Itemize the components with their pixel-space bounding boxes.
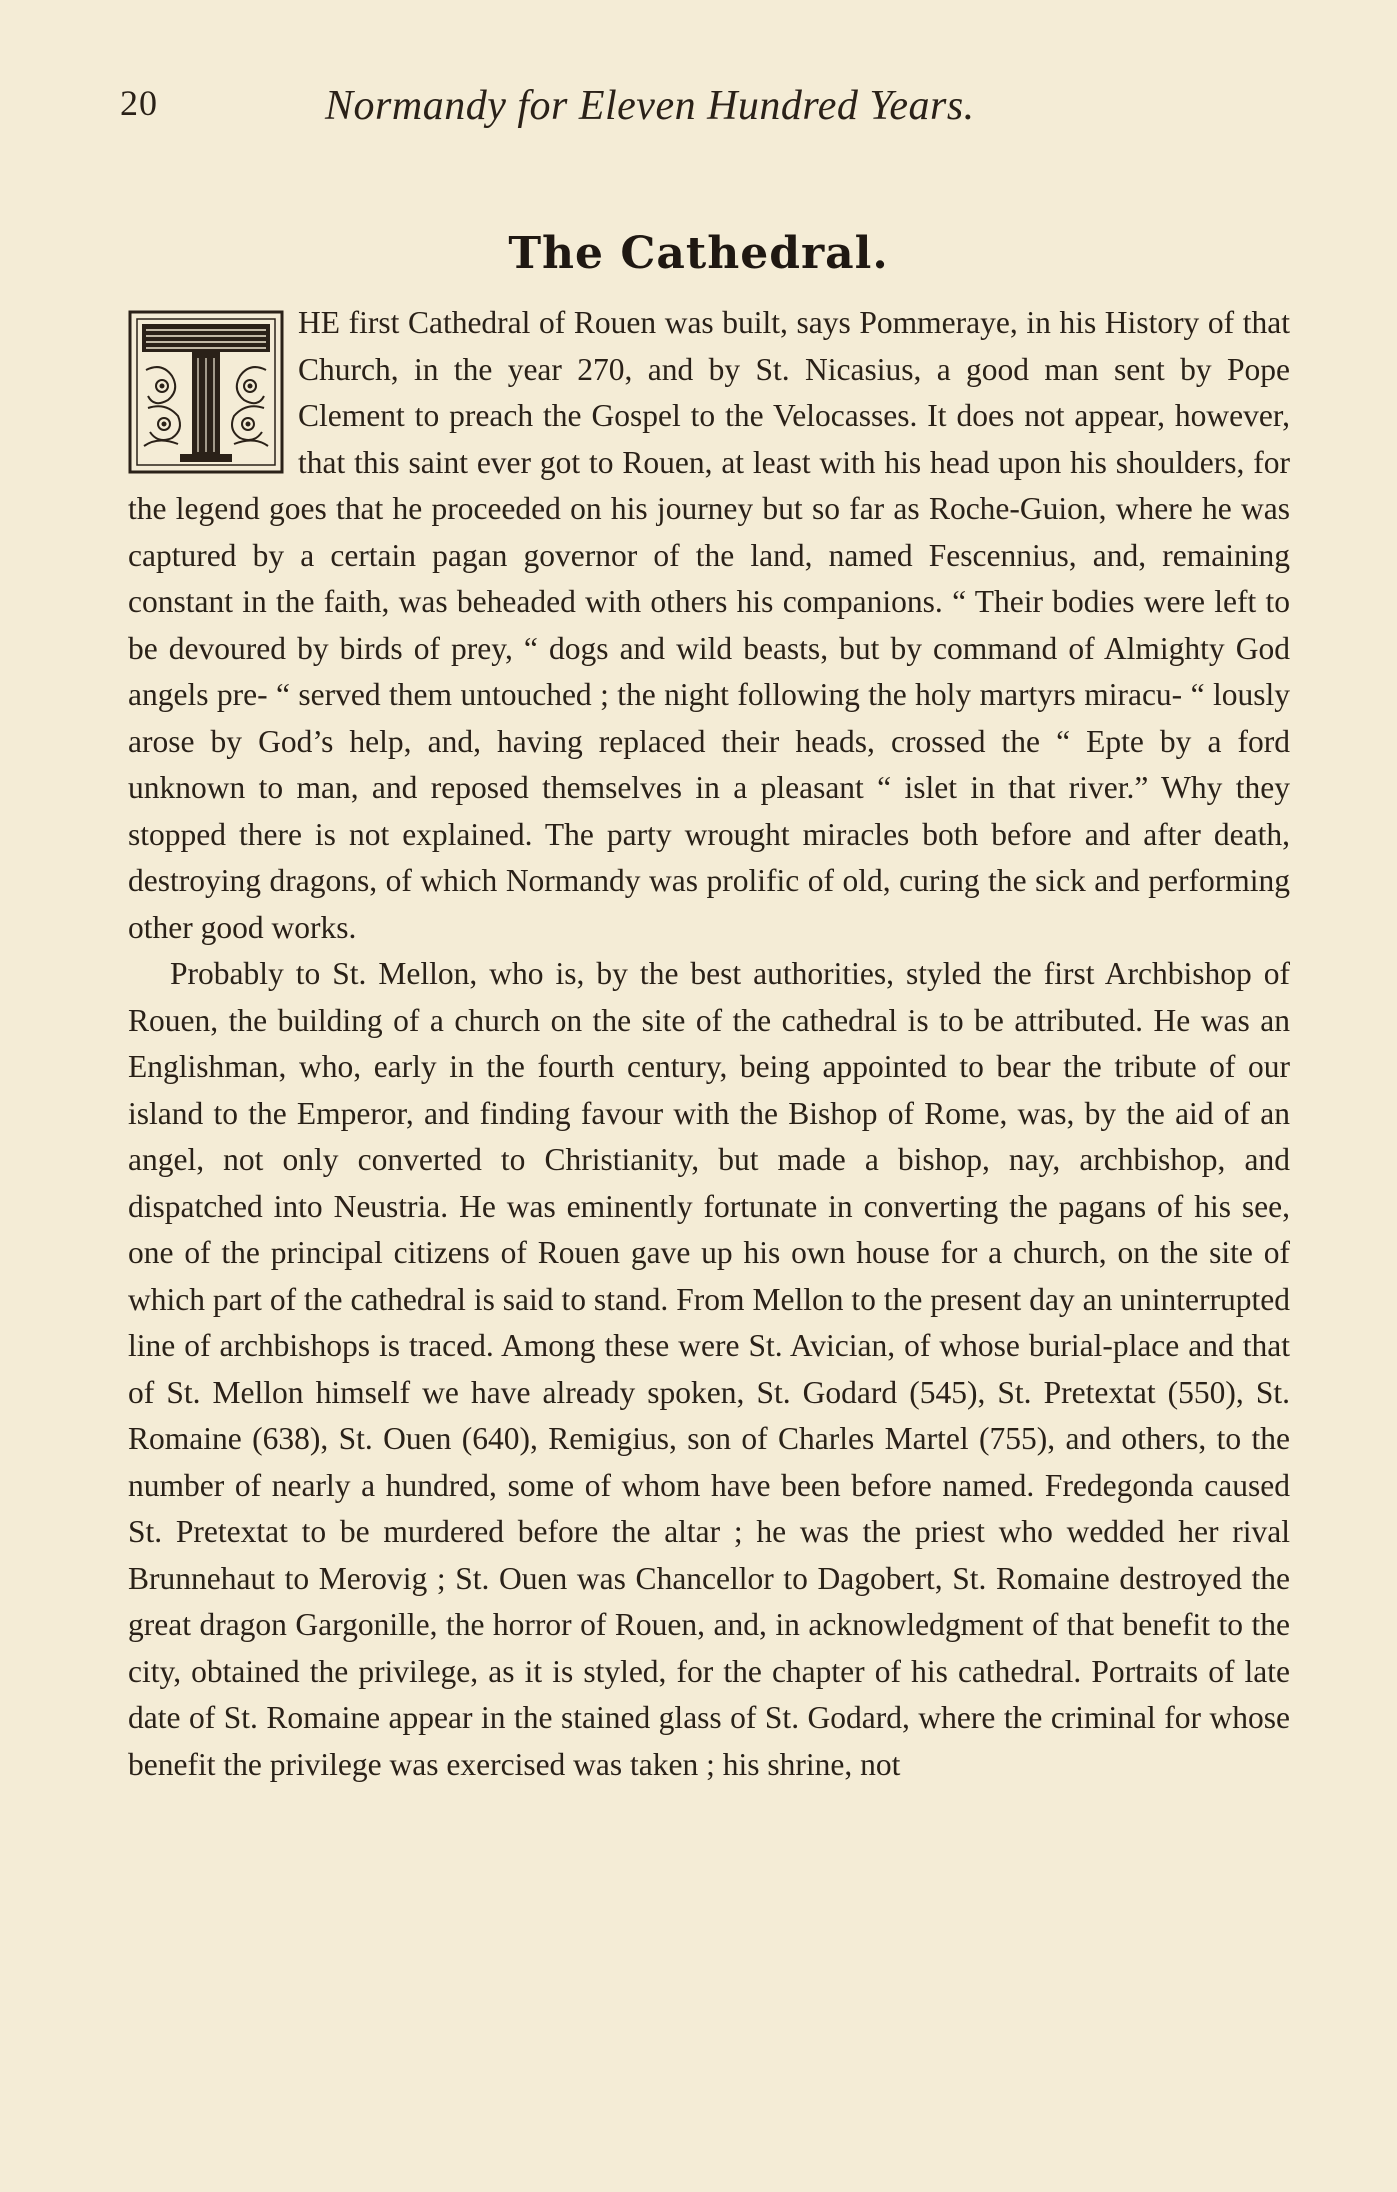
- running-head: [120, 82, 1277, 142]
- ornamental-initial: [128, 310, 284, 474]
- running-title: Normandy for Eleven Hundred Years.: [325, 83, 975, 129]
- paragraph: Probably to St. Mellon, who is, by the best authorities, styled the first Archbishop of Rouen, the building of a church on the site of the cathedral is to be attributed. He was an Englishman, who, early in the fourth century, being appointed to bear the tribute of our island to the Emperor, and finding favour with the Bishop of Rome, was, by the aid of an angel, not only converted to Christianity, but made a bishop, nay, archbishop, and dispatched into Neustria. He was eminently fortunate in converting the pagans of his see, one of the principal citizens of Rouen gave up his own house for a church, on the site of which part of the cathedral is said to stand. From Mellon to the present day an uninterrupted line of archbishops is traced. Among these were St. Avician, of whose burial-place and that of St. Mellon himself we have already spoken, St. Godard (545), St. Pretextat (550), St. Romaine (638), St. Ouen (640), Remigius, son of Charles Martel (755), and others, to the number of nearly a hundred, some of whom have been before named. Fredegonda caused St. Pretextat to be murdered before the altar ; he was the priest who wedded her rival Brunnehaut to Merovig ; St. Ouen was Chancellor to Dagobert, St. Romaine destroyed the great dragon Gargonille, the horror of Rouen, and, in acknowledgment of that benefit to the city, obtained the privilege, as it is styled, for the chapter of his cathedral. Portraits of late date of St. Romaine appear in the stained glass of St. Godard, where the criminal for whose benefit the privilege was exercised was taken ; his shrine, not: [128, 956, 1290, 1782]
- ornamental-initial-icon: [128, 310, 284, 474]
- body-text: [128, 300, 1290, 1788]
- paragraph: HE first Cathedral of Rouen was built, says Pommeraye, in his History of that Church, in the year 270, and by St. Nicasius, a good man sent by Pope Clement to preach the Gospel to the Velocasses. It does not appear, however, that this saint ever got to Rouen, at least with his head upon his shoulders, for the legend goes that he proceeded on his journey but so far as Roche-Guion, where he was captured by a certain pagan governor of the land, named Fescennius, and, remaining constant in the faith, was beheaded with others his companions. “ Their bodies were left to be devoured by birds of prey, “ dogs and wild beasts, but by command of Almighty God angels pre- “ served them untouched ; the night following the holy martyrs miracu- “ lously arose by God’s help, and, having replaced their heads, crossed the “ Epte by a ford unknown to man, and reposed themselves in a pleasant “ islet in that river.” Why they stopped there is not explained. The party wrought miracles both before and after death, destroying dragons, of which Normandy was prolific of old, curing the sick and performing other good works.: [128, 305, 1290, 945]
- page-number: 20: [120, 83, 158, 123]
- chapter-heading: The Cathedral.: [508, 228, 889, 279]
